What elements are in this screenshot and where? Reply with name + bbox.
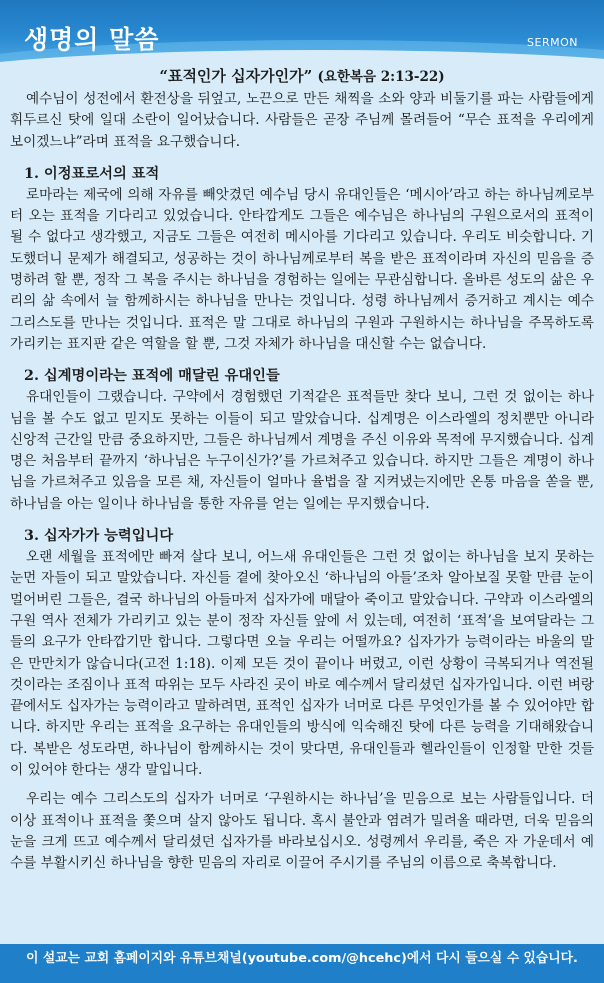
section-body: 로마라는 제국에 의해 자유를 빼앗겼던 예수님 당시 유대인들은 ‘메시아’라고 하는 하나님께로부터 오는 표적을 기다리고 있었습니다. 안타깝게도 그들은 예수님은 하나님의 구원으로서의 표적이 될 수 없다고 생각했고, 지금도 그들은 여전히 메시아를 기다리고 있습니다. 우리도 비슷합니다. 기도했더니 문제가 해결되고, 성공하는 것이 하나님께로부터 복을 받은 표적이라며 자신의 믿음을 증명하려 할 뿐, 정작 그 복을 주시는 하나님을 경험하는 일에는 무관심합니다. 올바른 성도의 삶은 우리의 삶 속에서 늘 함께하시는 하나님을 만나는 것입니다. 성령 하나님께서 증거하고 계시는 예수 그리스도를 만나는 것입니다. 표적은 말 그대로 하나님의 구원과 구원하시는 하나님을 주목하도록 가리키는 표지판 같은 역할을 할 뿐, 그것 자체가 하나님을 대신할 수는 없습니다.	[10, 186, 594, 352]
section-body: 오랜 세월을 표적에만 빠져 살다 보니, 어느새 유대인들은 그런 것 없이는 하나님을 보지 못하는 눈먼 자들이 되고 말았습니다. 자신들 곁에 찾아오신 ‘하나님의 아들’조차 알아보질 못할 만큼 눈이 멀어버린 그들은, 결국 하나님의 아들마저 십자가에 매달아 죽이고 말았습니다. 구약과 이스라엘의 구원 역사 전체가 가리키고 있는 분이 정작 자신들 앞에 서 있는데, 여전히 ‘표적’을 보여달라는 그들의 요구가 안타깝기만 합니다. 그렇다면 오늘 우리는 어떨까요? 십자가가 능력이라는 바울의 말은 만만치가 않습니다(고전 1:18). 이제 모든 것이 끝이나 버렸고, 이런 상황이 극복되거나 역전될 것이라는 조짐이나 표적 따위는 모두 사라진 곳이 바로 예수께서 달리셨던 십자가입니다. 이런 벼랑 끝에서도 십자가는 능력이라고 말하려면, 표적인 십자가 너머로 다른 무엇인가를 볼 수 있어야만 합니다. 하지만 우리는 표적을 요구하는 유대인들의 방식에 익숙해진 탓에 다른 능력을 기대해왔습니다. 복받은 성도라면, 하나님이 함께하시는 것이 맞다면, 유대인들과 헬라인들이 인정할 만한 것들이 있어야 한다는 생각 말입니다.	[10, 549, 594, 779]
section-1	[10, 164, 594, 355]
header-banner	[0, 0, 604, 62]
footer-notice: 이 설교는 교회 홈페이지와 유튜브채널(youtube.com/@hcehc)에서 다시 들으실 수 있습니다.	[26, 951, 578, 966]
section-2	[10, 366, 594, 515]
section-heading: 1. 이정표로서의 표적	[24, 165, 160, 182]
intro-paragraph: 예수님이 성전에서 환전상을 뒤엎고, 노끈으로 만든 채찍을 소와 양과 비둘기를 파는 사람들에게 휘두르신 탓에 일대 소란이 일어났습니다. 사람들은 곧장 주님께 몰려들어 “무슨 표적을 우리에게 보이겠느냐”라며 표적을 요구했습니다.	[10, 91, 594, 150]
section-3	[10, 526, 594, 781]
sermon-label: SERMON	[527, 36, 578, 49]
footer-banner	[0, 944, 604, 983]
sermon-title-line	[10, 66, 594, 88]
section-heading: 2. 십계명이라는 표적에 매달린 유대인들	[24, 368, 280, 385]
page-title: 생명의 말씀	[24, 25, 160, 54]
section-heading: 3. 십자가가 능력입니다	[24, 528, 174, 545]
sermon-title: “표적인가 십자가인가”	[159, 67, 313, 85]
sermon-content	[10, 66, 594, 875]
closing-paragraph: 우리는 예수 그리스도의 십자가 너머로 ‘구원하시는 하나님’을 믿음으로 보는 사람들입니다. 더 이상 표적이나 표적을 쫓으며 살지 않아도 됩니다. 혹시 불안과 염려가 밀려올 때라면, 더욱 믿음의 눈을 크게 뜨고 예수께서 달리셨던 십자가를 바라보십시오. 성령께서 우리를, 죽은 자 가운데서 예수를 부활시키신 하나님을 향한 믿음의 자리로 이끌어 주시기를 주님의 이름으로 축복합니다.	[10, 791, 594, 872]
scripture-reference: (요한복음 2:13-22)	[317, 69, 445, 85]
section-body: 유대인들이 그랬습니다. 구약에서 경험했던 기적같은 표적들만 찾다 보니, 그런 것 없이는 하나님을 볼 수도 없고 믿지도 못하는 이들이 되고 말았습니다. 십계명은 이스라엘의 정치뿐만 아니라 신앙적 근간일 만큼 중요하지만, 그들은 하나님께서 계명을 주신 이유와 목적에 무지했습니다. 십계명은 처음부터 끝까지 ‘하나님은 누구이신가?’를 가르쳐주고 있습니다. 하지만 그들은 계명이 하나님을 가르쳐주고 있음을 모른 채, 자신들이 얼마나 율법을 잘 지켜냈는지에만 온통 마음을 쏟을 뿐, 하나님을 아는 일이나 하나님을 통한 자유를 얻는 일에는 무지했습니다.	[10, 389, 594, 512]
closing-section	[10, 789, 594, 874]
